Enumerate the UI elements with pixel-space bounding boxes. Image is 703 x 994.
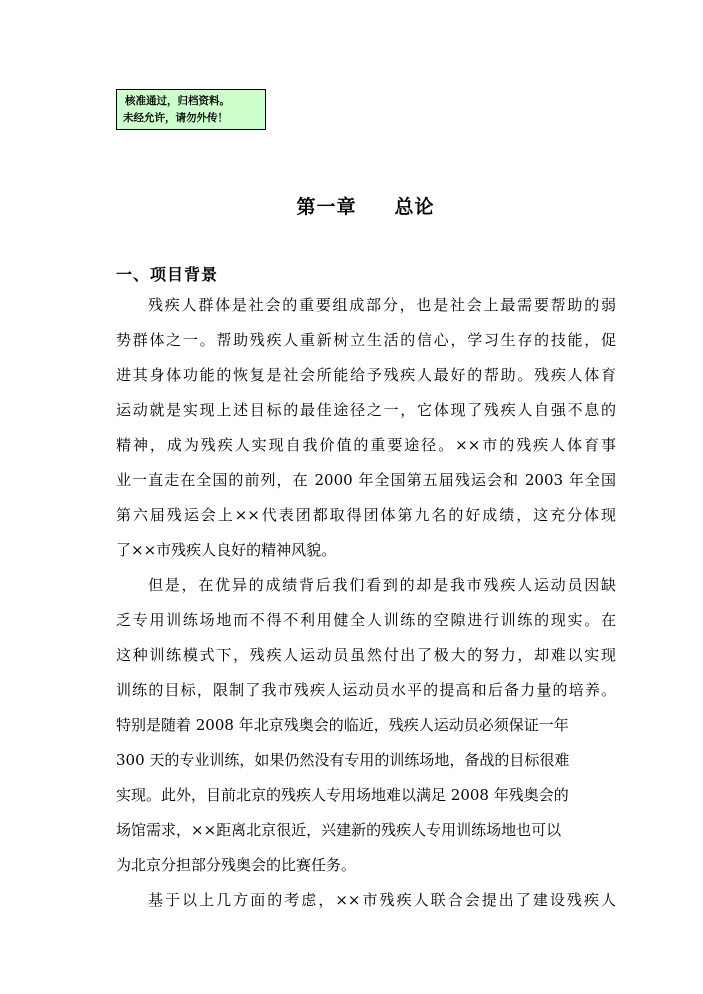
text-line: 乏专用训练场地而不得不利用健全人训练的空隙进行训练的现实。在 — [116, 611, 616, 629]
text-line: 特别是随着 2008 年北京残奥会的临近，残疾人运动员必须保证一年 — [116, 716, 569, 734]
text-line: 实现。此外，目前北京的残疾人专用场地难以满足 2008 年残奥会的 — [116, 786, 569, 804]
text-line: 势群体之一。帮助残疾人重新树立生活的信心，学习生存的技能，促 — [116, 331, 616, 349]
chapter-heading — [0, 192, 703, 219]
text-line: 基于以上几方面的考虑，××市残疾人联合会提出了建设残疾人 — [148, 891, 616, 909]
text-line: 进其身体功能的恢复是社会所能给予残疾人最好的帮助。残疾人体育 — [116, 366, 616, 384]
text-line: 精神，成为残疾人实现自我价值的重要途径。××市的残疾人体育事 — [116, 436, 616, 454]
text-line: 业一直走在全国的前列，在 2000 年全国第五届残运会和 2003 年全国 — [116, 471, 616, 489]
text-line: 了××市残疾人良好的精神风貌。 — [116, 541, 337, 559]
stamp-line-1: 核准通过，归档资料。 — [125, 95, 230, 107]
stamp-line-2: 未经允许，请勿外传！ — [123, 112, 228, 124]
text-line: 训练的目标，限制了我市残疾人运动员水平的提高和后备力量的培养。 — [116, 681, 616, 699]
text-line: 第六届残运会上××代表团都取得团体第九名的好成绩，这充分体现 — [116, 506, 616, 524]
section-heading: 一、项目背景 — [116, 265, 219, 284]
chapter-title: 总论 — [394, 196, 435, 218]
text-line: 300 天的专业训练，如果仍然没有专用的训练场地，备战的目标很难 — [116, 751, 570, 769]
chapter-number: 第一章 — [296, 196, 357, 218]
text-line: 运动就是实现上述目标的最佳途径之一，它体现了残疾人自强不息的 — [116, 401, 616, 419]
confidential-stamp — [116, 89, 266, 130]
text-line: 场馆需求，××距离北京很近，兴建新的残疾人专用训练场地也可以 — [116, 821, 562, 839]
text-line: 这种训练模式下，残疾人运动员虽然付出了极大的努力，却难以实现 — [116, 646, 616, 664]
text-line: 残疾人群体是社会的重要组成部分，也是社会上最需要帮助的弱 — [148, 296, 616, 314]
text-line: 但是，在优异的成绩背后我们看到的却是我市残疾人运动员因缺 — [148, 576, 616, 594]
text-line: 为北京分担部分残奥会的比赛任务。 — [116, 856, 357, 874]
